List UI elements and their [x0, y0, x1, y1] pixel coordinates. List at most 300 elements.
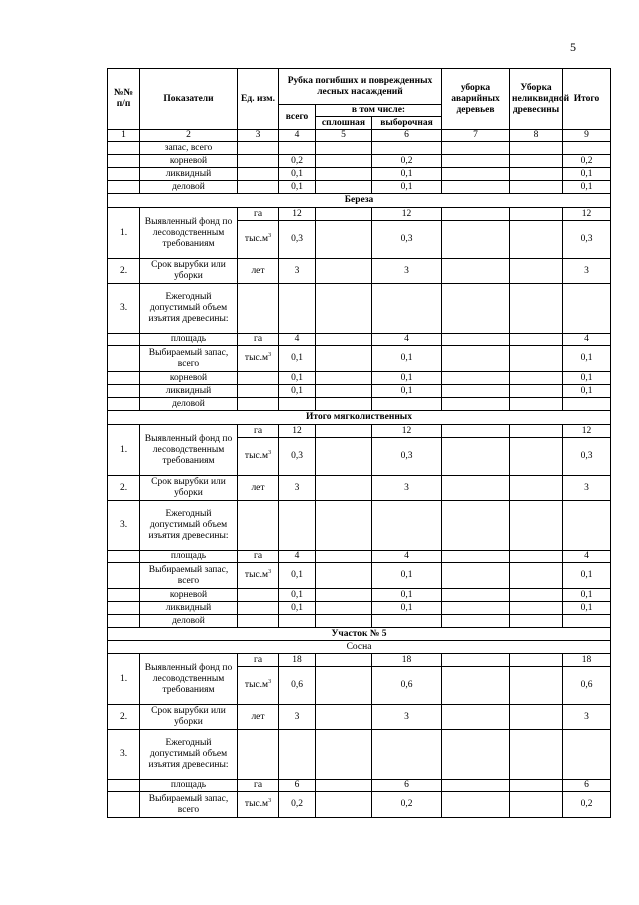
- table-cell: [510, 385, 563, 398]
- table-cell: 0,1: [372, 181, 442, 194]
- row-number: [108, 168, 140, 181]
- table-cell: [510, 425, 563, 438]
- table-cell: 0,1: [563, 563, 611, 589]
- table-cell: [510, 705, 563, 730]
- row-unit: $тыс.м^3$: [238, 346, 279, 372]
- table-cell: [442, 181, 510, 194]
- table-cell: [279, 615, 316, 628]
- colnum: 3: [238, 130, 279, 142]
- table-row: [108, 259, 611, 284]
- header-including: в том числе:: [316, 105, 442, 117]
- section-title-row: [108, 411, 611, 425]
- table-cell: 4: [563, 334, 611, 346]
- table-cell: 0,1: [372, 563, 442, 589]
- row-unit: [238, 181, 279, 194]
- row-label: Ежегодный допустимый объем изъятия древесины:: [140, 730, 238, 780]
- table-cell: 4: [563, 551, 611, 563]
- table-cell: [316, 667, 372, 705]
- table-cell: 0,3: [279, 221, 316, 259]
- table-cell: 0,6: [563, 667, 611, 705]
- table-row: [108, 168, 611, 181]
- table-cell: 0,1: [372, 372, 442, 385]
- table-cell: [238, 284, 279, 334]
- table-row: [108, 334, 611, 346]
- table-cell: [279, 501, 316, 551]
- row-unit: [238, 372, 279, 385]
- table-row: [108, 615, 611, 628]
- table-cell: [316, 501, 372, 551]
- table-cell: [372, 284, 442, 334]
- row-label: Выявленный фонд по лесоводственным требованиям: [140, 654, 238, 705]
- table-cell: 0,1: [279, 589, 316, 602]
- table-cell: 0,1: [372, 168, 442, 181]
- table-cell: [442, 208, 510, 221]
- table-cell: 0,1: [563, 589, 611, 602]
- row-number: 3.: [108, 501, 140, 551]
- table-cell: [563, 142, 611, 155]
- table-row: [108, 654, 611, 667]
- table-cell: 0,1: [563, 168, 611, 181]
- row-unit: [238, 168, 279, 181]
- table-cell: [316, 792, 372, 818]
- table-cell: [442, 259, 510, 284]
- table-row: [108, 501, 611, 551]
- table-cell: [442, 284, 510, 334]
- table-cell: [316, 476, 372, 501]
- table-row: [108, 142, 611, 155]
- table-cell: 0,1: [372, 385, 442, 398]
- table-cell: 0,1: [563, 602, 611, 615]
- table-cell: 0,2: [279, 155, 316, 168]
- header-nonliquid: Уборка неликвидной древесины: [510, 69, 563, 130]
- table-cell: [442, 792, 510, 818]
- table-cell: [316, 334, 372, 346]
- header-emergency: уборка аварийных деревьев: [442, 69, 510, 130]
- table-cell: [442, 667, 510, 705]
- row-number: 2.: [108, 705, 140, 730]
- row-unit: га: [238, 334, 279, 346]
- table-cell: [442, 654, 510, 667]
- table-cell: [316, 346, 372, 372]
- table-cell: 12: [563, 208, 611, 221]
- table-cell: [510, 346, 563, 372]
- table-cell: [442, 730, 510, 780]
- row-unit: [238, 602, 279, 615]
- header-indicators: Показатели: [140, 69, 238, 130]
- table-cell: [442, 438, 510, 476]
- table-cell: 3: [279, 476, 316, 501]
- table-cell: [563, 501, 611, 551]
- table-row: [108, 425, 611, 438]
- table-cell: [510, 259, 563, 284]
- table-cell: 12: [372, 208, 442, 221]
- table-cell: 0,1: [563, 181, 611, 194]
- table-cell: [372, 615, 442, 628]
- row-unit: [238, 398, 279, 411]
- table-cell: [372, 730, 442, 780]
- table-cell: 0,1: [372, 589, 442, 602]
- table-cell: 6: [279, 780, 316, 792]
- row-number: 3.: [108, 730, 140, 780]
- row-label: Ежегодный допустимый объем изъятия древесины:: [140, 501, 238, 551]
- table-cell: [316, 563, 372, 589]
- table-cell: 18: [563, 654, 611, 667]
- table-cell: [510, 155, 563, 168]
- table-cell: [510, 792, 563, 818]
- table-cell: [510, 221, 563, 259]
- row-unit: [238, 142, 279, 155]
- table-row: [108, 563, 611, 589]
- row-unit: $тыс.м^3$: [238, 563, 279, 589]
- table-cell: [510, 208, 563, 221]
- table-cell: 12: [279, 425, 316, 438]
- table-cell: 18: [372, 654, 442, 667]
- header-clearcut: сплошная: [316, 117, 372, 130]
- section-title: Береза: [108, 194, 611, 208]
- table-cell: 0,1: [279, 181, 316, 194]
- table-row: [108, 208, 611, 221]
- row-number: [108, 563, 140, 589]
- row-number: 1.: [108, 654, 140, 705]
- table-row: [108, 181, 611, 194]
- row-unit: лет: [238, 259, 279, 284]
- table-cell: [510, 476, 563, 501]
- section-title-row: [108, 194, 611, 208]
- table-cell: 3: [563, 476, 611, 501]
- table-row: [108, 476, 611, 501]
- table-cell: [442, 142, 510, 155]
- table-cell: [316, 551, 372, 563]
- table-cell: [510, 615, 563, 628]
- row-number: [108, 398, 140, 411]
- table-cell: [372, 142, 442, 155]
- subsection-title: Сосна: [108, 641, 611, 654]
- row-number: [108, 372, 140, 385]
- table-cell: [316, 142, 372, 155]
- table-row: [108, 398, 611, 411]
- row-label: Выявленный фонд по лесоводственным требованиям: [140, 208, 238, 259]
- table-cell: [316, 372, 372, 385]
- table-cell: [316, 780, 372, 792]
- table-cell: 0,2: [372, 155, 442, 168]
- header-all: всего: [279, 105, 316, 130]
- table-cell: [510, 654, 563, 667]
- table-cell: [442, 221, 510, 259]
- table-cell: [442, 425, 510, 438]
- table-cell: [563, 284, 611, 334]
- table-cell: 0,3: [563, 221, 611, 259]
- row-unit: $тыс.м^3$: [238, 221, 279, 259]
- table-cell: [316, 208, 372, 221]
- table-cell: 12: [372, 425, 442, 438]
- section-title-row: [108, 628, 611, 641]
- colnum: 6: [372, 130, 442, 142]
- table-cell: 0,2: [563, 792, 611, 818]
- row-unit: $тыс.м^3$: [238, 792, 279, 818]
- row-unit: га: [238, 208, 279, 221]
- table-cell: [510, 398, 563, 411]
- table-cell: [316, 155, 372, 168]
- row-number: 2.: [108, 476, 140, 501]
- table-cell: [442, 589, 510, 602]
- table-cell: [510, 602, 563, 615]
- table-cell: [510, 181, 563, 194]
- table-cell: [442, 155, 510, 168]
- table-cell: 6: [372, 780, 442, 792]
- table-cell: [563, 615, 611, 628]
- table-cell: [510, 730, 563, 780]
- table-cell: [442, 385, 510, 398]
- table-cell: 0,2: [279, 792, 316, 818]
- table-cell: [316, 259, 372, 284]
- table-cell: 3: [372, 476, 442, 501]
- colnum: 2: [140, 130, 238, 142]
- header-total: Итого: [563, 69, 611, 130]
- table-cell: [316, 284, 372, 334]
- row-label: площадь: [140, 334, 238, 346]
- row-label: Выявленный фонд по лесоводственным требованиям: [140, 425, 238, 476]
- table-cell: 0,3: [372, 221, 442, 259]
- table-cell: [316, 730, 372, 780]
- table-cell: [316, 438, 372, 476]
- table-cell: [563, 398, 611, 411]
- table-cell: [510, 372, 563, 385]
- row-number: [108, 780, 140, 792]
- row-unit: [238, 155, 279, 168]
- table-row: [108, 385, 611, 398]
- row-label: ликвидный: [140, 385, 238, 398]
- table-cell: [442, 476, 510, 501]
- table-cell: 4: [279, 551, 316, 563]
- table-cell: 3: [372, 705, 442, 730]
- row-number: [108, 334, 140, 346]
- table-cell: 0,1: [563, 385, 611, 398]
- row-unit: га: [238, 425, 279, 438]
- row-unit: $тыс.м^3$: [238, 667, 279, 705]
- colnum: 8: [510, 130, 563, 142]
- table-cell: 0,1: [279, 563, 316, 589]
- table-cell: [316, 589, 372, 602]
- row-label: Выбираемый запас, всего: [140, 346, 238, 372]
- table-cell: 0,1: [372, 602, 442, 615]
- row-number: 1.: [108, 425, 140, 476]
- table-cell: [316, 615, 372, 628]
- row-number: [108, 181, 140, 194]
- table-cell: [510, 780, 563, 792]
- table-cell: 3: [279, 705, 316, 730]
- table-cell: [316, 398, 372, 411]
- row-number: [108, 615, 140, 628]
- row-number: [108, 155, 140, 168]
- table-cell: [442, 501, 510, 551]
- row-label: Ежегодный допустимый объем изъятия древесины:: [140, 284, 238, 334]
- table-cell: [316, 168, 372, 181]
- table-cell: 0,6: [279, 667, 316, 705]
- row-unit: га: [238, 551, 279, 563]
- table-cell: 0,3: [279, 438, 316, 476]
- row-label: ликвидный: [140, 602, 238, 615]
- header-felling-group: Рубка погибших и поврежденных лесных насаждений: [279, 69, 442, 105]
- row-label: Выбираемый запас, всего: [140, 563, 238, 589]
- table-cell: 6: [563, 780, 611, 792]
- section-title: Участок № 5: [108, 628, 611, 641]
- table-cell: 4: [279, 334, 316, 346]
- colnum: 1: [108, 130, 140, 142]
- table-row: [108, 155, 611, 168]
- table-cell: [442, 705, 510, 730]
- row-number: [108, 551, 140, 563]
- table-cell: [442, 563, 510, 589]
- header-unit: Ед. изм.: [238, 69, 279, 130]
- row-label: Выбираемый запас, всего: [140, 792, 238, 818]
- row-label: Срок вырубки или уборки: [140, 476, 238, 501]
- table-cell: 3: [563, 705, 611, 730]
- table-cell: 12: [279, 208, 316, 221]
- table-cell: 0,2: [563, 155, 611, 168]
- table-cell: [316, 385, 372, 398]
- row-label: Срок вырубки или уборки: [140, 705, 238, 730]
- row-unit: лет: [238, 705, 279, 730]
- table-cell: [510, 589, 563, 602]
- table-cell: [316, 705, 372, 730]
- table-cell: [316, 602, 372, 615]
- table-row: [108, 780, 611, 792]
- table-cell: [442, 168, 510, 181]
- table-cell: 0,1: [279, 168, 316, 181]
- table-cell: 4: [372, 334, 442, 346]
- table-cell: [510, 438, 563, 476]
- table-cell: 0,6: [372, 667, 442, 705]
- table-row: [108, 346, 611, 372]
- table-cell: 0,1: [563, 346, 611, 372]
- table-cell: [510, 168, 563, 181]
- table-cell: 0,1: [279, 602, 316, 615]
- table-row: [108, 372, 611, 385]
- table-cell: [510, 667, 563, 705]
- table-cell: 0,3: [563, 438, 611, 476]
- table-cell: [510, 284, 563, 334]
- row-label: запас, всего: [140, 142, 238, 155]
- row-number: [108, 142, 140, 155]
- table-row: [108, 589, 611, 602]
- table-cell: 3: [372, 259, 442, 284]
- table-cell: [372, 398, 442, 411]
- row-unit: $тыс.м^3$: [238, 438, 279, 476]
- row-unit: [238, 385, 279, 398]
- table-cell: [442, 334, 510, 346]
- table-cell: [279, 398, 316, 411]
- row-number: [108, 602, 140, 615]
- table-cell: [372, 501, 442, 551]
- table-cell: [442, 346, 510, 372]
- table-row: [108, 551, 611, 563]
- row-number: [108, 589, 140, 602]
- row-number: 2.: [108, 259, 140, 284]
- row-unit: лет: [238, 476, 279, 501]
- row-label: площадь: [140, 780, 238, 792]
- row-number: [108, 792, 140, 818]
- row-unit: га: [238, 654, 279, 667]
- table-cell: [279, 284, 316, 334]
- table-cell: 18: [279, 654, 316, 667]
- row-label: корневой: [140, 589, 238, 602]
- table-cell: [316, 425, 372, 438]
- table-cell: [238, 730, 279, 780]
- table-cell: 0,3: [372, 438, 442, 476]
- row-unit: га: [238, 780, 279, 792]
- colnum: 5: [316, 130, 372, 142]
- table-cell: 0,1: [279, 346, 316, 372]
- table-cell: 0,1: [372, 346, 442, 372]
- table-cell: 3: [279, 259, 316, 284]
- table-cell: [316, 181, 372, 194]
- row-number: [108, 346, 140, 372]
- row-label: Срок вырубки или уборки: [140, 259, 238, 284]
- table-cell: [510, 551, 563, 563]
- colnum: 4: [279, 130, 316, 142]
- table-row: [108, 284, 611, 334]
- table-cell: 3: [563, 259, 611, 284]
- table-cell: 0,1: [279, 385, 316, 398]
- table-cell: [510, 501, 563, 551]
- table-cell: [442, 615, 510, 628]
- row-number: 1.: [108, 208, 140, 259]
- section-title: Итого мягколиственных: [108, 411, 611, 425]
- header-selective: выборочная: [372, 117, 442, 130]
- row-unit: [238, 615, 279, 628]
- table-cell: [442, 398, 510, 411]
- table-cell: [442, 551, 510, 563]
- table-cell: [279, 730, 316, 780]
- row-label: деловой: [140, 181, 238, 194]
- page-number: 5: [570, 40, 576, 54]
- column-numbers-row: [108, 130, 611, 142]
- subsection-title-row: [108, 641, 611, 654]
- table-cell: [510, 334, 563, 346]
- row-label: корневой: [140, 372, 238, 385]
- table-cell: [442, 372, 510, 385]
- table-cell: [316, 654, 372, 667]
- row-label: корневой: [140, 155, 238, 168]
- table-cell: [316, 221, 372, 259]
- colnum: 9: [563, 130, 611, 142]
- table-cell: 12: [563, 425, 611, 438]
- table-cell: 4: [372, 551, 442, 563]
- table-row: [108, 730, 611, 780]
- row-unit: [238, 589, 279, 602]
- table-cell: 0,1: [563, 372, 611, 385]
- colnum: 7: [442, 130, 510, 142]
- table-cell: [238, 501, 279, 551]
- row-label: ликвидный: [140, 168, 238, 181]
- table-cell: [563, 730, 611, 780]
- table-cell: [442, 780, 510, 792]
- table-cell: 0,2: [372, 792, 442, 818]
- row-number: [108, 385, 140, 398]
- table-row: [108, 705, 611, 730]
- table-cell: [510, 563, 563, 589]
- header-num: №№ п/п: [108, 69, 140, 130]
- row-label: деловой: [140, 615, 238, 628]
- table-cell: [279, 142, 316, 155]
- row-label: площадь: [140, 551, 238, 563]
- row-label: деловой: [140, 398, 238, 411]
- table-cell: 0,1: [279, 372, 316, 385]
- table-row: [108, 792, 611, 818]
- row-number: 3.: [108, 284, 140, 334]
- table-cell: [510, 142, 563, 155]
- harvest-table: [107, 68, 611, 818]
